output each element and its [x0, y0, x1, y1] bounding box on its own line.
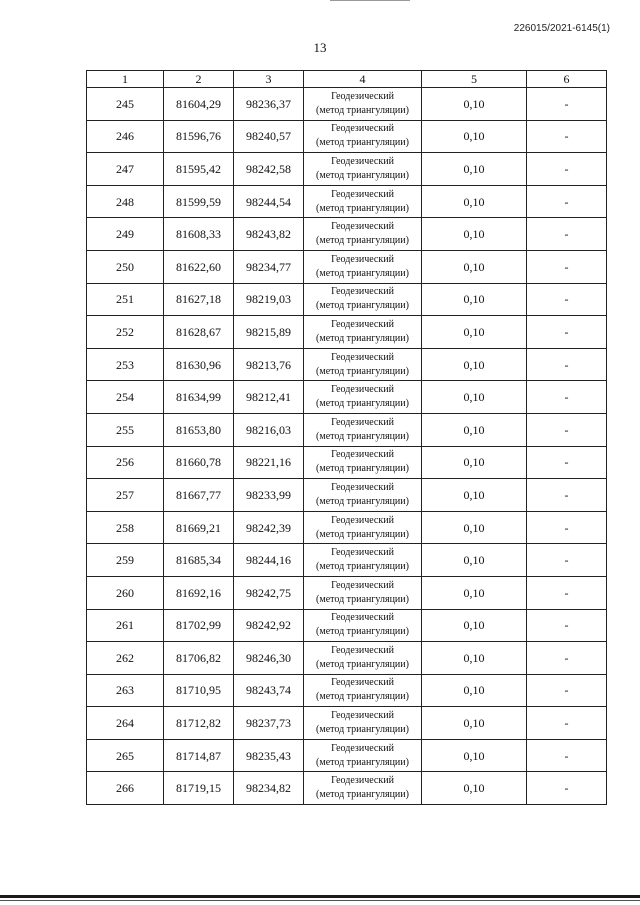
- method-line-2: (метод триангуляции): [316, 658, 409, 670]
- table-row: [87, 511, 607, 544]
- x-coordinate-cell: 81622,60: [164, 250, 234, 283]
- x-coordinate-cell: 81660,78: [164, 446, 234, 479]
- x-coordinate-cell: 81712,82: [164, 707, 234, 740]
- method-line-2: (метод триангуляции): [316, 365, 409, 377]
- method-cell: [304, 772, 422, 805]
- method-cell: [304, 511, 422, 544]
- x-coordinate-cell: 81595,42: [164, 153, 234, 186]
- x-coordinate-cell: 81685,34: [164, 544, 234, 577]
- method-cell: [304, 609, 422, 642]
- method-line-1: Геодезический: [331, 188, 394, 200]
- method-line-2: (метод триангуляции): [316, 430, 409, 442]
- method-line-2: (метод триангуляции): [316, 561, 409, 573]
- point-number-cell: 257: [87, 479, 164, 512]
- y-coordinate-cell: 98242,92: [234, 609, 304, 642]
- method-cell: [304, 739, 422, 772]
- point-number-cell: 256: [87, 446, 164, 479]
- y-coordinate-cell: 98242,58: [234, 153, 304, 186]
- note-cell: -: [527, 283, 607, 316]
- column-header: 1: [87, 71, 164, 88]
- table-row: [87, 283, 607, 316]
- column-header: 6: [527, 71, 607, 88]
- point-number-cell: 246: [87, 120, 164, 153]
- method-line-1: Геодезический: [331, 612, 394, 624]
- x-coordinate-cell: 81630,96: [164, 348, 234, 381]
- method-cell: [304, 218, 422, 251]
- table-header-row: [87, 71, 607, 88]
- y-coordinate-cell: 98244,54: [234, 185, 304, 218]
- method-line-2: (метод триангуляции): [316, 756, 409, 768]
- y-coordinate-cell: 98242,75: [234, 576, 304, 609]
- note-cell: -: [527, 479, 607, 512]
- accuracy-cell: 0,10: [422, 576, 527, 609]
- y-coordinate-cell: 98243,74: [234, 674, 304, 707]
- method-line-1: Геодезический: [331, 775, 394, 787]
- table-row: [87, 250, 607, 283]
- x-coordinate-cell: 81596,76: [164, 120, 234, 153]
- x-coordinate-cell: 81706,82: [164, 642, 234, 675]
- y-coordinate-cell: 98236,37: [234, 88, 304, 121]
- point-number-cell: 252: [87, 316, 164, 349]
- point-number-cell: 264: [87, 707, 164, 740]
- note-cell: -: [527, 250, 607, 283]
- x-coordinate-cell: 81604,29: [164, 88, 234, 121]
- y-coordinate-cell: 98244,16: [234, 544, 304, 577]
- point-number-cell: 249: [87, 218, 164, 251]
- page-number: 13: [313, 40, 327, 55]
- accuracy-cell: 0,10: [422, 316, 527, 349]
- x-coordinate-cell: 81628,67: [164, 316, 234, 349]
- method-line-1: Геодезический: [331, 677, 394, 689]
- x-coordinate-cell: 81667,77: [164, 479, 234, 512]
- document-id: 226015/2021-6145(1): [513, 23, 610, 34]
- note-cell: -: [527, 609, 607, 642]
- y-coordinate-cell: 98243,82: [234, 218, 304, 251]
- accuracy-cell: 0,10: [422, 348, 527, 381]
- method-cell: [304, 88, 422, 121]
- accuracy-cell: 0,10: [422, 544, 527, 577]
- table-row: [87, 609, 607, 642]
- x-coordinate-cell: 81714,87: [164, 739, 234, 772]
- method-line-2: (метод триангуляции): [316, 202, 409, 214]
- accuracy-cell: 0,10: [422, 479, 527, 512]
- method-line-1: Геодезический: [331, 416, 394, 428]
- table-row: [87, 576, 607, 609]
- accuracy-cell: 0,10: [422, 642, 527, 675]
- note-cell: -: [527, 772, 607, 805]
- note-cell: -: [527, 413, 607, 446]
- column-header: 4: [304, 71, 422, 88]
- method-cell: [304, 120, 422, 153]
- method-line-1: Геодезический: [331, 253, 394, 265]
- method-line-2: (метод триангуляции): [316, 332, 409, 344]
- x-coordinate-cell: 81669,21: [164, 511, 234, 544]
- y-coordinate-cell: 98215,89: [234, 316, 304, 349]
- y-coordinate-cell: 98240,57: [234, 120, 304, 153]
- method-cell: [304, 674, 422, 707]
- table-row: [87, 479, 607, 512]
- table-row: [87, 446, 607, 479]
- method-cell: [304, 413, 422, 446]
- point-number-cell: 253: [87, 348, 164, 381]
- table-row: [87, 642, 607, 675]
- note-cell: -: [527, 674, 607, 707]
- method-line-1: Геодезический: [331, 123, 394, 135]
- note-cell: -: [527, 185, 607, 218]
- table-row: [87, 88, 607, 121]
- bottom-edge-line-thin: [0, 900, 640, 901]
- method-line-1: Геодезический: [331, 155, 394, 167]
- table-row: [87, 381, 607, 414]
- note-cell: -: [527, 739, 607, 772]
- table-row: [87, 772, 607, 805]
- note-cell: -: [527, 511, 607, 544]
- method-line-1: Геодезический: [331, 221, 394, 233]
- method-line-2: (метод триангуляции): [316, 724, 409, 736]
- accuracy-cell: 0,10: [422, 674, 527, 707]
- note-cell: -: [527, 218, 607, 251]
- table-row: [87, 185, 607, 218]
- note-cell: -: [527, 707, 607, 740]
- x-coordinate-cell: 81702,99: [164, 609, 234, 642]
- method-line-2: (метод триангуляции): [316, 495, 409, 507]
- table-row: [87, 218, 607, 251]
- method-cell: [304, 576, 422, 609]
- column-header: 3: [234, 71, 304, 88]
- method-line-2: (метод триангуляции): [316, 137, 409, 149]
- y-coordinate-cell: 98216,03: [234, 413, 304, 446]
- method-cell: [304, 381, 422, 414]
- x-coordinate-cell: 81710,95: [164, 674, 234, 707]
- y-coordinate-cell: 98234,77: [234, 250, 304, 283]
- method-line-1: Геодезический: [331, 742, 394, 754]
- note-cell: -: [527, 348, 607, 381]
- y-coordinate-cell: 98237,73: [234, 707, 304, 740]
- table-row: [87, 739, 607, 772]
- accuracy-cell: 0,10: [422, 772, 527, 805]
- method-line-1: Геодезический: [331, 547, 394, 559]
- method-line-1: Геодезический: [331, 514, 394, 526]
- method-cell: [304, 642, 422, 675]
- method-line-2: (метод триангуляции): [316, 398, 409, 410]
- point-number-cell: 265: [87, 739, 164, 772]
- method-cell: [304, 544, 422, 577]
- x-coordinate-cell: 81692,16: [164, 576, 234, 609]
- method-line-2: (метод триангуляции): [316, 267, 409, 279]
- accuracy-cell: 0,10: [422, 185, 527, 218]
- coordinates-table: [86, 70, 607, 805]
- note-cell: -: [527, 576, 607, 609]
- point-number-cell: 260: [87, 576, 164, 609]
- method-line-1: Геодезический: [331, 481, 394, 493]
- table-row: [87, 674, 607, 707]
- point-number-cell: 262: [87, 642, 164, 675]
- method-line-2: (метод триангуляции): [316, 691, 409, 703]
- x-coordinate-cell: 81627,18: [164, 283, 234, 316]
- note-cell: -: [527, 120, 607, 153]
- accuracy-cell: 0,10: [422, 88, 527, 121]
- point-number-cell: 245: [87, 88, 164, 121]
- note-cell: -: [527, 642, 607, 675]
- accuracy-cell: 0,10: [422, 446, 527, 479]
- point-number-cell: 254: [87, 381, 164, 414]
- y-coordinate-cell: 98242,39: [234, 511, 304, 544]
- table-row: [87, 120, 607, 153]
- point-number-cell: 263: [87, 674, 164, 707]
- accuracy-cell: 0,10: [422, 413, 527, 446]
- method-cell: [304, 446, 422, 479]
- y-coordinate-cell: 98221,16: [234, 446, 304, 479]
- accuracy-cell: 0,10: [422, 381, 527, 414]
- y-coordinate-cell: 98212,41: [234, 381, 304, 414]
- method-line-2: (метод триангуляции): [316, 593, 409, 605]
- point-number-cell: 251: [87, 283, 164, 316]
- x-coordinate-cell: 81634,99: [164, 381, 234, 414]
- table-row: [87, 348, 607, 381]
- method-line-1: Геодезический: [331, 449, 394, 461]
- y-coordinate-cell: 98246,30: [234, 642, 304, 675]
- method-cell: [304, 348, 422, 381]
- note-cell: -: [527, 446, 607, 479]
- method-cell: [304, 153, 422, 186]
- method-line-1: Геодезический: [331, 351, 394, 363]
- method-line-1: Геодезический: [331, 644, 394, 656]
- x-coordinate-cell: 81719,15: [164, 772, 234, 805]
- method-line-2: (метод триангуляции): [316, 463, 409, 475]
- accuracy-cell: 0,10: [422, 739, 527, 772]
- method-cell: [304, 250, 422, 283]
- point-number-cell: 247: [87, 153, 164, 186]
- y-coordinate-cell: 98234,82: [234, 772, 304, 805]
- method-line-1: Геодезический: [331, 710, 394, 722]
- point-number-cell: 261: [87, 609, 164, 642]
- method-line-1: Геодезический: [331, 318, 394, 330]
- accuracy-cell: 0,10: [422, 707, 527, 740]
- note-cell: -: [527, 316, 607, 349]
- top-edge-line: [330, 0, 410, 1]
- table-row: [87, 413, 607, 446]
- x-coordinate-cell: 81599,59: [164, 185, 234, 218]
- accuracy-cell: 0,10: [422, 250, 527, 283]
- point-number-cell: 266: [87, 772, 164, 805]
- method-line-2: (метод триангуляции): [316, 104, 409, 116]
- point-number-cell: 248: [87, 185, 164, 218]
- table-body: [87, 88, 607, 805]
- table-row: [87, 544, 607, 577]
- method-line-2: (метод триангуляции): [316, 300, 409, 312]
- method-line-2: (метод триангуляции): [316, 528, 409, 540]
- method-cell: [304, 283, 422, 316]
- note-cell: -: [527, 153, 607, 186]
- method-line-2: (метод триангуляции): [316, 235, 409, 247]
- method-line-2: (метод триангуляции): [316, 169, 409, 181]
- column-header: 2: [164, 71, 234, 88]
- y-coordinate-cell: 98219,03: [234, 283, 304, 316]
- point-number-cell: 259: [87, 544, 164, 577]
- method-line-1: Геодезический: [331, 384, 394, 396]
- y-coordinate-cell: 98233,99: [234, 479, 304, 512]
- method-line-1: Геодезический: [331, 579, 394, 591]
- method-cell: [304, 185, 422, 218]
- method-line-2: (метод триангуляции): [316, 789, 409, 801]
- column-header: 5: [422, 71, 527, 88]
- method-cell: [304, 479, 422, 512]
- accuracy-cell: 0,10: [422, 511, 527, 544]
- method-line-1: Геодезический: [331, 286, 394, 298]
- y-coordinate-cell: 98213,76: [234, 348, 304, 381]
- point-number-cell: 250: [87, 250, 164, 283]
- accuracy-cell: 0,10: [422, 153, 527, 186]
- table-row: [87, 707, 607, 740]
- table-row: [87, 153, 607, 186]
- accuracy-cell: 0,10: [422, 218, 527, 251]
- note-cell: -: [527, 544, 607, 577]
- note-cell: -: [527, 381, 607, 414]
- method-line-1: Геодезический: [331, 90, 394, 102]
- x-coordinate-cell: 81608,33: [164, 218, 234, 251]
- accuracy-cell: 0,10: [422, 283, 527, 316]
- method-line-2: (метод триангуляции): [316, 626, 409, 638]
- point-number-cell: 255: [87, 413, 164, 446]
- accuracy-cell: 0,10: [422, 120, 527, 153]
- y-coordinate-cell: 98235,43: [234, 739, 304, 772]
- note-cell: -: [527, 88, 607, 121]
- accuracy-cell: 0,10: [422, 609, 527, 642]
- table-row: [87, 316, 607, 349]
- bottom-edge-line: [0, 895, 640, 898]
- method-cell: [304, 316, 422, 349]
- x-coordinate-cell: 81653,80: [164, 413, 234, 446]
- point-number-cell: 258: [87, 511, 164, 544]
- method-cell: [304, 707, 422, 740]
